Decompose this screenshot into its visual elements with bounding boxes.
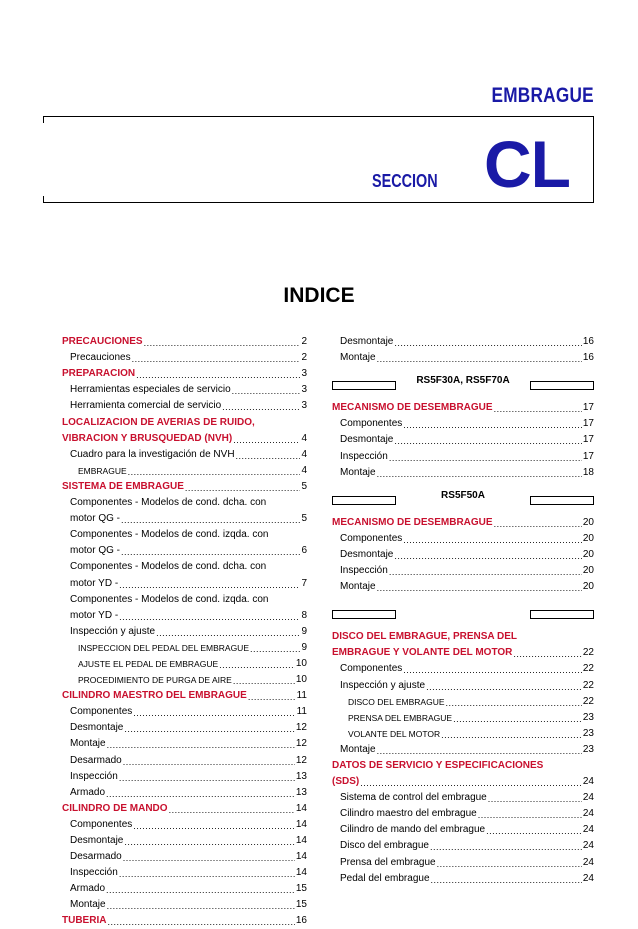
chapter-title: EMBRAGUE (491, 84, 594, 107)
toc-entry-text: Componentes (340, 418, 403, 430)
page-number: 17 (582, 418, 594, 430)
toc-entry[interactable] (62, 769, 307, 785)
toc-entry[interactable] (62, 608, 307, 624)
toc-entry-text: Desarmado (70, 754, 122, 766)
toc-entry-text: PROCEDIMIENTO DE PURGA DE AIRE (78, 675, 232, 686)
dot-leader (123, 851, 295, 865)
toc-entry-text: Disco del embrague (340, 840, 429, 852)
toc-entry-text: DATOS DE SERVICIO Y ESPECIFICACIONES (332, 759, 544, 771)
toc-entry-text: DISCO DEL EMBRAGUE, PRENSA DEL (332, 631, 518, 643)
toc-entry[interactable] (62, 511, 307, 527)
toc-entry[interactable] (332, 416, 594, 432)
toc-entry-text: Componentes (340, 663, 403, 675)
page-number: 13 (295, 786, 307, 798)
page-number: 14 (295, 867, 307, 879)
toc-heading[interactable] (332, 400, 594, 416)
page-number: 24 (582, 840, 594, 852)
toc-entry[interactable] (332, 726, 594, 742)
toc-entry-text: PRECAUCIONES (62, 336, 143, 348)
toc-entry[interactable] (332, 742, 594, 758)
toc-entry-text: Inspección (70, 770, 118, 782)
toc-entry[interactable] (332, 710, 594, 726)
dot-leader (106, 883, 295, 897)
dot-leader (222, 400, 300, 414)
toc-entry-text: EMBRAGUE Y VOLANTE DEL MOTOR (332, 647, 513, 659)
toc-entry[interactable] (62, 897, 307, 913)
dot-leader (185, 481, 301, 495)
dot-leader (389, 451, 582, 465)
dot-leader (119, 771, 295, 785)
page-number: 10 (295, 657, 307, 669)
toc-entry[interactable] (62, 881, 307, 897)
dot-leader (478, 808, 582, 822)
page-number: 9 (301, 641, 307, 653)
page-number: 16 (582, 352, 594, 364)
toc-entry[interactable] (332, 547, 594, 563)
page-number: 17 (582, 402, 594, 414)
toc-entry[interactable] (332, 871, 594, 887)
page-number: 8 (301, 609, 307, 621)
toc-entry-text: Desmontaje (340, 336, 394, 348)
page-number: 2 (301, 352, 307, 364)
page-number: 23 (582, 743, 594, 755)
dot-leader (233, 433, 300, 447)
toc-heading[interactable] (332, 515, 594, 531)
dot-leader (121, 513, 300, 527)
dot-leader (124, 722, 295, 736)
toc-entry-text: VIBRACION Y BRUSQUEDAD (NVH) (62, 432, 233, 444)
toc-entry[interactable] (62, 865, 307, 881)
page-number: 16 (295, 915, 307, 927)
dot-leader (233, 674, 295, 688)
dot-leader (236, 449, 301, 463)
toc-entry-text: Montaje (340, 466, 376, 478)
toc-entry-text: Herramienta comercial de servicio (70, 400, 222, 412)
toc-entry[interactable] (332, 822, 594, 838)
dot-leader (430, 840, 582, 854)
toc-entry[interactable] (332, 448, 594, 464)
toc-entry[interactable] (332, 677, 594, 693)
toc-entry-text: Montaje (340, 352, 376, 364)
page-number: 24 (582, 856, 594, 868)
toc-entry-text: motor YD - (70, 577, 119, 589)
toc-entry[interactable] (62, 382, 307, 398)
box-corner-mark (43, 196, 44, 202)
dot-leader (250, 642, 300, 656)
toc-heading[interactable] (62, 431, 307, 447)
toc-entry-text: Cilindro maestro del embrague (340, 808, 477, 820)
toc-entry-text: Componentes (70, 818, 133, 830)
dot-leader (169, 803, 295, 817)
dot-leader (360, 776, 582, 790)
toc-entry-text: Armado (70, 883, 106, 895)
toc-entry-text: Componentes (340, 532, 403, 544)
toc-heading[interactable] (62, 479, 307, 495)
toc-entry[interactable] (62, 543, 307, 559)
toc-entry[interactable] (62, 704, 307, 720)
page-number: 13 (295, 770, 307, 782)
page-number: 7 (301, 577, 307, 589)
toc-entry-text: LOCALIZACION DE AVERIAS DE RUIDO, (62, 416, 255, 428)
toc-entry-text: Componentes (70, 706, 133, 718)
toc-entry-text: CILINDRO MAESTRO DEL EMBRAGUE (62, 690, 247, 702)
page-number: 24 (582, 872, 594, 884)
dot-leader (124, 835, 295, 849)
toc-entry[interactable] (332, 531, 594, 547)
toc-entry-text: Herramientas especiales de servicio (70, 384, 231, 396)
dot-leader (128, 465, 301, 479)
page-number: 3 (301, 400, 307, 412)
toc-entry[interactable] (62, 575, 307, 591)
toc-entry-text: Inspección y ajuste (340, 679, 426, 691)
dot-leader (494, 402, 582, 416)
toc-entry[interactable] (332, 661, 594, 677)
page-number: 24 (582, 824, 594, 836)
dot-leader (136, 368, 300, 382)
page-number: 3 (301, 384, 307, 396)
dot-leader (248, 690, 296, 704)
dot-leader (394, 434, 582, 448)
dot-leader (377, 581, 582, 595)
dot-leader (403, 533, 582, 547)
toc-heading[interactable] (62, 688, 307, 704)
toc-entry-line (62, 559, 307, 575)
indice-title: INDICE (283, 284, 355, 307)
dot-leader (156, 626, 300, 640)
dot-leader (107, 738, 295, 752)
dot-leader (133, 819, 295, 833)
toc-entry-text: INSPECCION DEL PEDAL DEL EMBRAGUE (78, 642, 249, 653)
page-number: 12 (295, 754, 307, 766)
page-number: 15 (295, 899, 307, 911)
toc-entry-text: Inspección (70, 867, 118, 879)
toc-entry-text: motor QG - (70, 545, 121, 557)
page-number: 5 (301, 513, 307, 525)
toc-entry[interactable] (62, 656, 307, 672)
toc-entry[interactable] (62, 785, 307, 801)
page-number: 22 (582, 663, 594, 675)
toc-entry-text: AJUSTE EL PEDAL DE EMBRAGUE (78, 658, 219, 669)
page-number: 22 (582, 695, 594, 707)
toc-entry[interactable] (332, 334, 594, 350)
toc-left-column (62, 334, 307, 929)
page-number: 14 (295, 802, 307, 814)
dot-leader (441, 728, 582, 742)
separator-bar (332, 610, 396, 619)
toc-entry-text: Componentes - Modelos de cond. dcha. con (70, 561, 267, 573)
toc-entry[interactable] (332, 563, 594, 579)
page-number: 24 (582, 792, 594, 804)
toc-entry-text: Desarmado (70, 851, 122, 863)
page-number: 15 (295, 883, 307, 895)
toc-entry-text: TUBERIA (62, 915, 107, 927)
dot-leader (403, 663, 582, 677)
toc-entry[interactable] (62, 463, 307, 479)
page-number: 18 (582, 466, 594, 478)
seccion-label: SECCION (372, 171, 438, 191)
model-separator (332, 603, 594, 621)
toc-entry-text: Montaje (340, 743, 376, 755)
page-number: 20 (582, 581, 594, 593)
toc-heading[interactable] (332, 645, 594, 661)
toc-entry[interactable] (62, 447, 307, 463)
dot-leader (377, 352, 582, 366)
toc-entry-text: CILINDRO DE MANDO (62, 802, 168, 814)
dot-leader (119, 867, 295, 881)
toc-heading[interactable] (332, 774, 594, 790)
dot-leader (494, 517, 582, 531)
dot-leader (119, 610, 300, 624)
toc-entry[interactable] (62, 398, 307, 414)
page-number: 17 (582, 450, 594, 462)
toc-entry-text: Prensa del embrague (340, 856, 436, 868)
dot-leader (431, 873, 582, 887)
toc-entry[interactable] (62, 672, 307, 688)
toc-heading-line (332, 758, 594, 774)
toc-entry-text: MECANISMO DE DESEMBRAGUE (332, 516, 493, 528)
toc-entry-text: Precauciones (70, 352, 131, 364)
page-number: 5 (301, 480, 307, 492)
dot-leader (119, 578, 300, 592)
toc-heading-line (62, 414, 307, 430)
page-number: 2 (301, 336, 307, 348)
toc-entry-text: PRENSA DEL EMBRAGUE (348, 712, 453, 723)
toc-entry[interactable] (332, 854, 594, 870)
page-number: 20 (582, 516, 594, 528)
dot-leader (446, 696, 582, 710)
page-number: 10 (295, 674, 307, 686)
toc-entry-text: Cilindro de mando del embrague (340, 824, 486, 836)
separator-label: RS5F30A, RS5F70A (416, 375, 510, 387)
toc-entry[interactable] (62, 624, 307, 640)
toc-entry[interactable] (332, 579, 594, 595)
page-number: 20 (582, 565, 594, 577)
dot-leader (403, 418, 582, 432)
separator-bar (530, 610, 594, 619)
toc-entry[interactable] (62, 817, 307, 833)
toc-entry-text: Componentes - Modelos de cond. dcha. con (70, 497, 267, 509)
page-number: 22 (582, 647, 594, 659)
toc-heading-line (332, 629, 594, 645)
page-number: 12 (295, 722, 307, 734)
page-number: 20 (582, 532, 594, 544)
page-number: 11 (296, 690, 307, 702)
toc-heading[interactable] (62, 913, 307, 929)
toc-right-column (332, 334, 594, 887)
page-number: 16 (582, 336, 594, 348)
toc-entry-text: Componentes - Modelos de cond. izqda. con (70, 529, 269, 541)
dot-leader (123, 755, 295, 769)
toc-entry-text: EMBRAGUE (78, 465, 127, 476)
toc-entry[interactable] (332, 806, 594, 822)
toc-entry-text: (SDS) (332, 776, 360, 788)
dot-leader (132, 352, 301, 366)
dot-leader (513, 647, 581, 661)
dot-leader (453, 712, 582, 726)
toc-entry[interactable] (62, 640, 307, 656)
toc-entry[interactable] (332, 465, 594, 481)
page-number: 17 (582, 434, 594, 446)
toc-entry[interactable] (332, 432, 594, 448)
toc-entry-text: Sistema de control del embrague (340, 792, 487, 804)
toc-entry[interactable] (332, 790, 594, 806)
dot-leader (377, 744, 582, 758)
page-number: 20 (582, 548, 594, 560)
page-number: 23 (582, 727, 594, 739)
page-number: 22 (582, 679, 594, 691)
page-number: 4 (301, 432, 307, 444)
page-number: 9 (301, 625, 307, 637)
page-number: 4 (301, 464, 307, 476)
model-separator (332, 489, 594, 507)
dot-leader (377, 467, 582, 481)
toc-entry[interactable] (62, 752, 307, 768)
toc-entry-text: MECANISMO DE DESEMBRAGUE (332, 402, 493, 414)
toc-heading[interactable] (62, 366, 307, 382)
page-number: 4 (301, 448, 307, 460)
toc-entry-text: Desmontaje (70, 722, 124, 734)
toc-heading[interactable] (62, 801, 307, 817)
dot-leader (486, 824, 582, 838)
page-number: 14 (295, 835, 307, 846)
box-corner-mark (43, 117, 44, 123)
toc-heading[interactable] (62, 334, 307, 350)
dot-leader (106, 787, 295, 801)
toc-entry[interactable] (332, 838, 594, 854)
toc-entry-line (62, 527, 307, 543)
page-number: 24 (582, 776, 594, 788)
toc-entry[interactable] (62, 849, 307, 865)
dot-leader (121, 545, 300, 559)
page-number: 11 (296, 706, 307, 718)
page-number: 14 (295, 851, 307, 863)
page-number: 6 (301, 545, 307, 557)
dot-leader (219, 658, 295, 672)
dot-leader (232, 384, 301, 398)
toc-entry-text: SISTEMA DE EMBRAGUE (62, 480, 184, 492)
toc-entry-text: Desmontaje (340, 434, 394, 446)
toc-entry-line (62, 592, 307, 608)
page-number: 23 (582, 711, 594, 723)
toc-entry-text: PREPARACION (62, 368, 136, 380)
dot-leader (394, 549, 582, 563)
toc-entry[interactable] (62, 736, 307, 752)
page-number: 14 (295, 818, 307, 830)
toc-entry-text: Desmontaje (340, 548, 394, 560)
toc-entry[interactable] (332, 694, 594, 710)
toc-entry-text: Desmontaje (70, 835, 124, 846)
page-number: 3 (301, 368, 307, 380)
model-separator (332, 374, 594, 392)
dot-leader (389, 565, 582, 579)
dot-leader (144, 336, 301, 350)
toc-entry-text: Inspección (340, 565, 388, 577)
toc-entry-text: Inspección (340, 450, 388, 462)
toc-entry[interactable] (332, 350, 594, 366)
toc-entry-text: Pedal del embrague (340, 872, 430, 884)
toc-entry[interactable] (62, 350, 307, 366)
section-code: CL (484, 127, 570, 201)
toc-entry-line (62, 495, 307, 511)
dot-leader (426, 680, 582, 694)
dot-leader (437, 857, 582, 871)
toc-entry-text: Componentes - Modelos de cond. izqda. con (70, 593, 269, 605)
toc-entry-text: Cuadro para la investigación de NVH (70, 448, 235, 460)
page-number: 12 (295, 738, 307, 750)
toc-entry-text: Montaje (340, 581, 376, 593)
toc-entry-text: Inspección y ajuste (70, 625, 156, 637)
toc-entry-text: DISCO DEL EMBRAGUE (348, 696, 445, 707)
separator-label: RS5F50A (441, 489, 485, 501)
toc-entry-text: VOLANTE DEL MOTOR (348, 728, 441, 739)
dot-leader (394, 336, 582, 350)
dot-leader (107, 899, 295, 913)
dot-leader (133, 706, 295, 720)
dot-leader (488, 792, 582, 806)
dot-leader (107, 915, 294, 929)
toc-entry[interactable] (62, 720, 307, 736)
toc-entry-text: motor YD - (70, 609, 119, 621)
toc-entry-text: Armado (70, 786, 106, 798)
toc-entry-text: Montaje (70, 738, 106, 750)
toc-entry-text: motor QG - (70, 513, 121, 525)
page-number: 24 (582, 808, 594, 820)
toc-entry[interactable] (62, 833, 307, 849)
toc-entry-text: Montaje (70, 899, 106, 911)
